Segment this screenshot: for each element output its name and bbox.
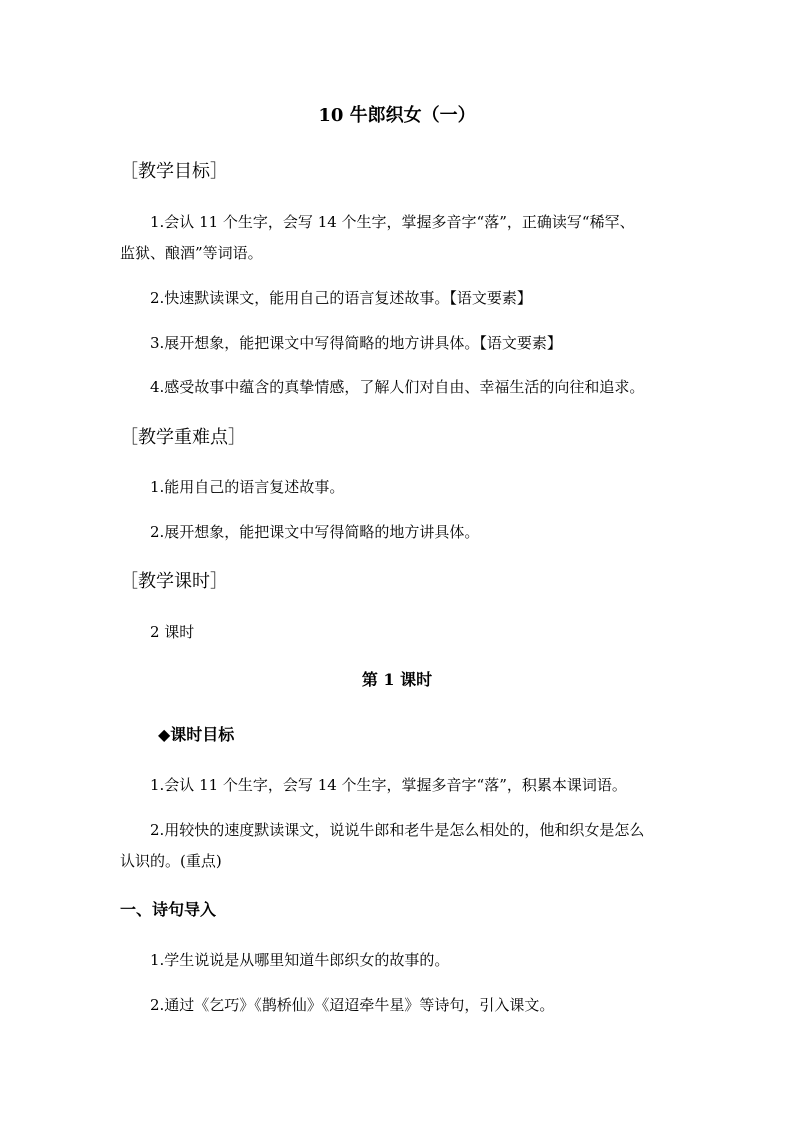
lesson-goal-1: 1.会认 11 个生字，会写 14 个生字，掌握多音字“落”，积累本课词语。 xyxy=(150,776,627,794)
hours-text: 2 课时 xyxy=(150,623,195,641)
lesson-goal-2: 2.用较快的速度默读课文，说说牛郎和老牛是怎么相处的，他和织女是怎么 xyxy=(150,821,645,839)
section-heading-hours: ［教学课时］ xyxy=(120,571,228,592)
part1-item-1: 1.学生说说是从哪里知道牛郎织女的故事的。 xyxy=(150,951,450,969)
document-title: 10 牛郎织女（一） xyxy=(318,105,476,126)
lesson-goal-2-cont: 认识的。(重点) xyxy=(120,852,222,870)
section-heading-goals: ［教学目标］ xyxy=(120,161,228,182)
goal-item-3: 3.展开想象，能把课文中写得简略的地方讲具体。【语文要素】 xyxy=(150,334,562,352)
goal-item-1: 1.会认 11 个生字，会写 14 个生字，掌握多音字“落”，正确读写“稀罕、 xyxy=(150,213,635,231)
part1-heading: 一、诗句导入 xyxy=(120,900,217,919)
goal-item-4: 4.感受故事中蕴含的真挚情感，了解人们对自由、幸福生活的向往和追求。 xyxy=(150,378,645,396)
section-heading-key-points: ［教学重难点］ xyxy=(120,427,246,448)
part1-item-2: 2.通过《乞巧》《鹊桥仙》《迢迢牵牛星》等诗句，引入课文。 xyxy=(150,996,555,1014)
goal-item-2: 2.快速默读课文，能用自己的语言复述故事。【语文要素】 xyxy=(150,289,532,307)
lesson-goals-heading: ◆课时目标 xyxy=(158,725,235,744)
key-point-1: 1.能用自己的语言复述故事。 xyxy=(150,478,345,496)
goal-item-1-cont: 监狱、酿酒”等词语。 xyxy=(120,244,263,262)
key-point-2: 2.展开想象，能把课文中写得简略的地方讲具体。 xyxy=(150,523,480,541)
lesson-title: 第 1 课时 xyxy=(361,670,433,689)
